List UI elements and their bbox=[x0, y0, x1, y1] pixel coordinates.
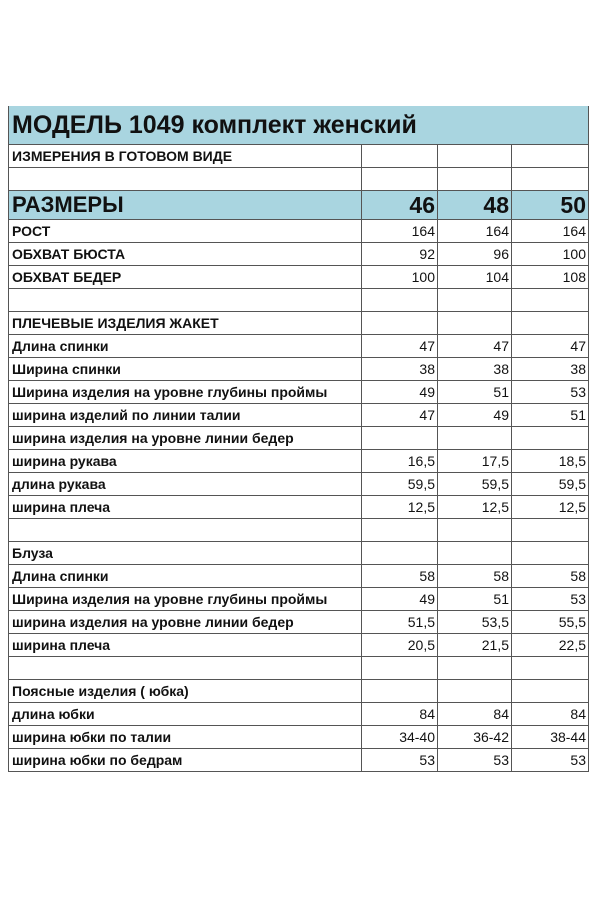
measurement-value-size-48[interactable]: 59,5 bbox=[438, 473, 512, 496]
measurement-value-size-48[interactable] bbox=[438, 427, 512, 450]
measurement-row bbox=[9, 703, 589, 726]
measurement-label[interactable]: Ширина изделия на уровне глубины проймы bbox=[9, 381, 362, 404]
measurement-value-size-48[interactable]: 104 bbox=[438, 266, 512, 289]
measurement-row bbox=[9, 220, 589, 243]
measurement-value-size-48[interactable]: 53 bbox=[438, 749, 512, 772]
measurement-value-size-46[interactable] bbox=[362, 427, 438, 450]
empty-cell[interactable] bbox=[512, 657, 589, 680]
measurement-value-size-50[interactable]: 58 bbox=[512, 565, 589, 588]
empty-row bbox=[9, 289, 589, 312]
empty-cell[interactable] bbox=[438, 145, 512, 168]
empty-cell[interactable] bbox=[362, 168, 438, 191]
measurement-value-size-46[interactable]: 20,5 bbox=[362, 634, 438, 657]
empty-row bbox=[9, 519, 589, 542]
measurement-label[interactable]: Ширина изделия на уровне глубины проймы bbox=[9, 588, 362, 611]
measurement-value-size-50[interactable] bbox=[512, 427, 589, 450]
empty-cell[interactable] bbox=[438, 542, 512, 565]
title-row bbox=[9, 106, 589, 145]
measurement-label[interactable]: РОСТ bbox=[9, 220, 362, 243]
measurement-value-size-46[interactable]: 47 bbox=[362, 404, 438, 427]
measurement-label[interactable]: ширина изделий по линии талии bbox=[9, 404, 362, 427]
measurement-row bbox=[9, 726, 589, 749]
measurement-value-size-50[interactable]: 38 bbox=[512, 358, 589, 381]
measurement-row bbox=[9, 565, 589, 588]
empty-cell[interactable] bbox=[512, 542, 589, 565]
measurement-value-size-46[interactable]: 51,5 bbox=[362, 611, 438, 634]
sizes-label[interactable]: РАЗМЕРЫ bbox=[9, 191, 362, 220]
measurement-value-size-46[interactable]: 38 bbox=[362, 358, 438, 381]
empty-cell[interactable] bbox=[438, 168, 512, 191]
measurement-value-size-50[interactable]: 22,5 bbox=[512, 634, 589, 657]
measurement-value-size-50[interactable]: 47 bbox=[512, 335, 589, 358]
section-header[interactable]: Блуза bbox=[9, 542, 362, 565]
measurement-value-size-46[interactable]: 84 bbox=[362, 703, 438, 726]
measurement-value-size-48[interactable]: 96 bbox=[438, 243, 512, 266]
measurement-value-size-50[interactable]: 108 bbox=[512, 266, 589, 289]
measurement-value-size-50[interactable]: 59,5 bbox=[512, 473, 589, 496]
measurement-value-size-48[interactable]: 84 bbox=[438, 703, 512, 726]
measurement-label[interactable]: ОБХВАТ БЕДЕР bbox=[9, 266, 362, 289]
section-header-row bbox=[9, 680, 589, 703]
empty-cell[interactable] bbox=[438, 657, 512, 680]
measurement-row bbox=[9, 381, 589, 404]
empty-cell[interactable] bbox=[362, 519, 438, 542]
empty-cell[interactable] bbox=[438, 519, 512, 542]
measurement-value-size-46[interactable]: 100 bbox=[362, 266, 438, 289]
measurement-label[interactable]: ширина юбки по бедрам bbox=[9, 749, 362, 772]
measurement-value-size-48[interactable]: 53,5 bbox=[438, 611, 512, 634]
empty-cell[interactable] bbox=[512, 145, 589, 168]
measurement-row bbox=[9, 335, 589, 358]
empty-cell[interactable] bbox=[512, 168, 589, 191]
measurement-value-size-50[interactable]: 38-44 bbox=[512, 726, 589, 749]
measurement-value-size-50[interactable]: 51 bbox=[512, 404, 589, 427]
measurement-value-size-46[interactable]: 49 bbox=[362, 588, 438, 611]
empty-cell[interactable] bbox=[9, 168, 362, 191]
size-50[interactable]: 50 bbox=[512, 191, 589, 220]
size-46[interactable]: 46 bbox=[362, 191, 438, 220]
measurement-value-size-46[interactable]: 164 bbox=[362, 220, 438, 243]
empty-cell[interactable] bbox=[362, 289, 438, 312]
measurement-label[interactable]: Длина спинки bbox=[9, 335, 362, 358]
measurement-label[interactable]: ширина плеча bbox=[9, 634, 362, 657]
empty-cell[interactable] bbox=[362, 680, 438, 703]
measurement-row bbox=[9, 749, 589, 772]
measurement-value-size-48[interactable]: 12,5 bbox=[438, 496, 512, 519]
subtitle-row bbox=[9, 145, 589, 168]
measurement-value-size-46[interactable]: 49 bbox=[362, 381, 438, 404]
measurement-label[interactable]: длина рукава bbox=[9, 473, 362, 496]
section-header[interactable]: ПЛЕЧЕВЫЕ ИЗДЕЛИЯ ЖАКЕТ bbox=[9, 312, 362, 335]
measurement-value-size-46[interactable]: 59,5 bbox=[362, 473, 438, 496]
empty-cell[interactable] bbox=[512, 312, 589, 335]
measurement-row bbox=[9, 266, 589, 289]
size-48[interactable]: 48 bbox=[438, 191, 512, 220]
empty-cell[interactable] bbox=[438, 312, 512, 335]
measurement-row bbox=[9, 496, 589, 519]
empty-cell[interactable] bbox=[9, 657, 362, 680]
size-table bbox=[8, 106, 589, 772]
measurement-value-size-48[interactable]: 164 bbox=[438, 220, 512, 243]
empty-row bbox=[9, 168, 589, 191]
measurement-value-size-48[interactable]: 51 bbox=[438, 381, 512, 404]
measurement-value-size-48[interactable]: 21,5 bbox=[438, 634, 512, 657]
measurement-value-size-48[interactable]: 17,5 bbox=[438, 450, 512, 473]
section-header-row bbox=[9, 312, 589, 335]
measurement-value-size-46[interactable]: 53 bbox=[362, 749, 438, 772]
measurement-value-size-50[interactable]: 12,5 bbox=[512, 496, 589, 519]
measurement-label[interactable]: Ширина спинки bbox=[9, 358, 362, 381]
measurement-label[interactable]: ширина плеча bbox=[9, 496, 362, 519]
measurement-label[interactable]: ширина изделия на уровне линии бедер bbox=[9, 427, 362, 450]
measurement-value-size-50[interactable]: 53 bbox=[512, 749, 589, 772]
measurement-value-size-46[interactable]: 12,5 bbox=[362, 496, 438, 519]
measurement-value-size-50[interactable]: 84 bbox=[512, 703, 589, 726]
measurement-row bbox=[9, 473, 589, 496]
measurement-label[interactable]: ширина изделия на уровне линии бедер bbox=[9, 611, 362, 634]
measurement-row bbox=[9, 427, 589, 450]
basic-measurements bbox=[9, 220, 589, 312]
sizes-row bbox=[9, 191, 589, 220]
measurement-value-size-50[interactable]: 18,5 bbox=[512, 450, 589, 473]
section-header-row bbox=[9, 542, 589, 565]
empty-cell[interactable] bbox=[362, 657, 438, 680]
measurement-value-size-50[interactable]: 55,5 bbox=[512, 611, 589, 634]
empty-cell[interactable] bbox=[512, 680, 589, 703]
measurement-label[interactable]: Длина спинки bbox=[9, 565, 362, 588]
measurement-row bbox=[9, 243, 589, 266]
empty-cell[interactable] bbox=[362, 312, 438, 335]
measurement-value-size-48[interactable]: 38 bbox=[438, 358, 512, 381]
measurement-row bbox=[9, 611, 589, 634]
measurement-row bbox=[9, 634, 589, 657]
measurement-value-size-50[interactable]: 164 bbox=[512, 220, 589, 243]
measurement-value-size-50[interactable]: 100 bbox=[512, 243, 589, 266]
empty-cell[interactable] bbox=[438, 680, 512, 703]
measurement-value-size-46[interactable]: 92 bbox=[362, 243, 438, 266]
measurement-row bbox=[9, 358, 589, 381]
measurement-value-size-46[interactable]: 34-40 bbox=[362, 726, 438, 749]
measurement-value-size-48[interactable]: 51 bbox=[438, 588, 512, 611]
empty-cell[interactable] bbox=[512, 289, 589, 312]
measurement-value-size-48[interactable]: 58 bbox=[438, 565, 512, 588]
measurement-value-size-46[interactable]: 16,5 bbox=[362, 450, 438, 473]
empty-row bbox=[9, 657, 589, 680]
measurement-value-size-50[interactable]: 53 bbox=[512, 588, 589, 611]
measurement-label[interactable]: ширина рукава bbox=[9, 450, 362, 473]
measurement-value-size-48[interactable]: 36-42 bbox=[438, 726, 512, 749]
measurement-value-size-46[interactable]: 47 bbox=[362, 335, 438, 358]
measurement-label[interactable]: ширина юбки по талии bbox=[9, 726, 362, 749]
measurement-value-size-48[interactable]: 47 bbox=[438, 335, 512, 358]
measurement-value-size-46[interactable]: 58 bbox=[362, 565, 438, 588]
measurement-row bbox=[9, 404, 589, 427]
measurement-value-size-50[interactable]: 53 bbox=[512, 381, 589, 404]
measurement-row bbox=[9, 450, 589, 473]
size-chart-sheet bbox=[8, 106, 588, 772]
measurement-label[interactable]: ОБХВАТ БЮСТА bbox=[9, 243, 362, 266]
empty-cell[interactable] bbox=[512, 519, 589, 542]
jacket-section bbox=[9, 312, 589, 542]
model-title[interactable]: МОДЕЛЬ 1049 комплект женский bbox=[9, 106, 589, 145]
measurement-row bbox=[9, 588, 589, 611]
section-header[interactable]: Поясные изделия ( юбка) bbox=[9, 680, 362, 703]
measurement-value-size-48[interactable]: 49 bbox=[438, 404, 512, 427]
measurement-label[interactable]: длина юбки bbox=[9, 703, 362, 726]
measurements-subtitle[interactable]: ИЗМЕРЕНИЯ В ГОТОВОМ ВИДЕ bbox=[9, 145, 362, 168]
blouse-section bbox=[9, 542, 589, 680]
empty-cell[interactable] bbox=[438, 289, 512, 312]
skirt-section bbox=[9, 680, 589, 772]
empty-cell[interactable] bbox=[9, 519, 362, 542]
empty-cell[interactable] bbox=[9, 289, 362, 312]
empty-cell[interactable] bbox=[362, 145, 438, 168]
empty-cell[interactable] bbox=[362, 542, 438, 565]
